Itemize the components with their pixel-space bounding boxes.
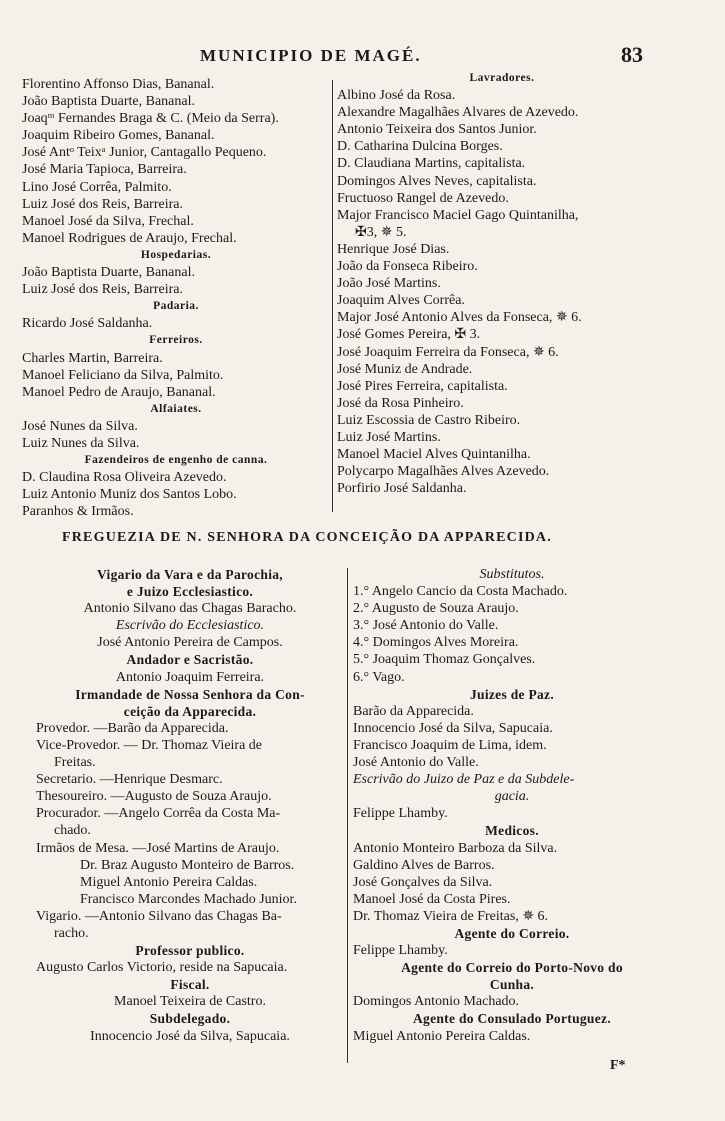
list-item: Antonio Joaquim Ferreira. — [115, 669, 265, 685]
list-item: Antonio Monteiro Barboza da Silva. — [353, 840, 558, 856]
list-item: José Antᵒ Teixᵃ Junior, Cantagallo Pequeno. — [22, 145, 267, 161]
section-title: FREGUEZIA DE N. SENHORA DA CONCEIÇÃO DA APPARECIDA. — [62, 530, 552, 545]
list-item: Antonio Teixeira dos Santos Junior. — [337, 122, 537, 138]
list-item: Irmãos de Mesa. —José Martins de Araujo. — [36, 840, 280, 856]
list-item: José Gomes Pereira, ✠ 3. — [337, 327, 481, 343]
list-heading: Andador e Sacristão. — [126, 652, 254, 668]
list-item: José Nunes da Silva. — [22, 418, 138, 434]
list-heading: Fiscal. — [170, 977, 210, 993]
signature-mark: F* — [610, 1058, 626, 1073]
list-item: 1.° Angelo Cancio da Costa Machado. — [353, 584, 568, 600]
list-item: Domingos Alves Neves, capitalista. — [337, 173, 537, 189]
list-item: José da Rosa Pinheiro. — [337, 395, 464, 411]
bottom-right-column — [353, 566, 671, 1045]
list-heading: Padaria. — [153, 300, 199, 313]
list-item: 3.° José Antonio do Valle. — [353, 618, 499, 634]
list-item: João José Martins. — [337, 276, 441, 292]
list-item: racho. — [54, 925, 89, 941]
list-heading: Professor publico. — [135, 943, 245, 959]
list-item: Luiz José dos Reis, Barreira. — [22, 282, 183, 298]
list-item: Albino José da Rosa. — [337, 88, 456, 104]
list-item: 6.° Vago. — [353, 669, 405, 685]
list-item: Antonio Silvano das Chagas Baracho. — [83, 601, 297, 617]
list-item: Manoel Teixeira de Castro. — [114, 994, 266, 1010]
list-item: Manoel José da Silva, Frechal. — [22, 213, 194, 229]
list-item: Luiz Antonio Muniz dos Santos Lobo. — [22, 487, 237, 503]
list-item: José Gonçalves da Silva. — [353, 874, 493, 890]
list-item: 5.° Joaquim Thomaz Gonçalves. — [353, 652, 536, 668]
list-item: Luiz Nunes da Silva. — [22, 435, 140, 451]
list-item: Freitas. — [54, 755, 96, 771]
list-item: Substitutos. — [479, 567, 545, 582]
list-item: Miguel Antonio Pereira Caldas. — [353, 1028, 531, 1044]
list-item: José Joaquim Ferreira da Fonseca, ✵ 6. — [337, 344, 559, 360]
list-item: Francisco Marcondes Machado Junior. — [80, 891, 297, 907]
list-item: Ricardo José Saldanha. — [22, 316, 153, 332]
list-heading: e Juizo Ecclesiastico. — [126, 584, 254, 600]
list-heading: Subdelegado. — [149, 1011, 231, 1027]
list-item: Dr. Thomaz Vieira de Freitas, ✵ 6. — [353, 908, 549, 924]
list-item: Henrique José Dias. — [337, 241, 450, 257]
list-item: Thesoureiro. —Augusto de Souza Araujo. — [36, 789, 272, 805]
list-item: Major Francisco Maciel Gago Quintanilha, — [337, 207, 579, 223]
list-item: Vigario. —Antonio Silvano das Chagas Ba- — [36, 908, 282, 924]
list-item: Procurador. —Angelo Corrêa da Costa Ma- — [36, 806, 281, 822]
list-item: D. Claudiana Martins, capitalista. — [337, 156, 526, 172]
list-heading: Juizes de Paz. — [469, 686, 555, 702]
list-item: Luiz Escossia de Castro Ribeiro. — [337, 412, 521, 428]
list-item: Provedor. —Barão da Apparecida. — [36, 720, 229, 736]
list-item: Felippe Lhamby. — [353, 943, 448, 959]
list-item: Porfirio José Saldanha. — [337, 481, 467, 497]
list-item: Domingos Antonio Machado. — [353, 994, 520, 1010]
list-item: José Pires Ferreira, capitalista. — [337, 378, 508, 394]
bottom-left-column — [36, 566, 344, 1045]
page-number: 83 — [621, 42, 643, 67]
list-item: José Antonio do Valle. — [353, 755, 479, 771]
list-item: Innocencio José da Silva, Sapucaia. — [90, 1028, 290, 1044]
list-item: Galdino Alves de Barros. — [353, 857, 495, 873]
list-item: Major José Antonio Alves da Fonseca, ✵ 6. — [337, 310, 582, 326]
list-heading: Alfaiates. — [150, 402, 202, 415]
list-item: Secretario. —Henrique Desmarc. — [36, 772, 223, 788]
top-right-column — [337, 70, 667, 497]
list-item: Alexandre Magalhães Alvares de Azevedo. — [337, 105, 579, 121]
list-item: Felippe Lhamby. — [353, 806, 448, 822]
list-item: Polycarpo Magalhães Alves Azevedo. — [337, 464, 550, 480]
list-item: Innocencio José da Silva, Sapucaia. — [353, 720, 553, 736]
list-item: Joaquim Alves Corrêa. — [337, 293, 465, 309]
list-item: Charles Martin, Barreira. — [22, 350, 163, 366]
list-item: Escrivão do Juizo de Paz e da Subdele- — [353, 772, 575, 788]
bottom-column-divider — [347, 568, 348, 1063]
list-item: Fructuoso Rangel de Azevedo. — [337, 190, 509, 206]
list-heading: Medicos. — [485, 823, 539, 839]
list-item: João Baptista Duarte, Bananal. — [22, 265, 196, 281]
list-item: Joaqᵐ Fernandes Braga & C. (Meio da Serra). — [22, 111, 279, 127]
list-item: João da Fonseca Ribeiro. — [337, 259, 478, 275]
list-heading: Agente do Correio. — [454, 925, 570, 941]
list-heading: ceição da Apparecida. — [123, 703, 257, 719]
list-item: D. Claudina Rosa Oliveira Azevedo. — [22, 470, 227, 486]
list-item: Manoel Maciel Alves Quintanilha. — [337, 447, 531, 463]
list-item: Vice-Provedor. — Dr. Thomaz Vieira de — [36, 737, 263, 753]
list-item: Manoel Rodrigues de Araujo, Frechal. — [22, 230, 237, 246]
list-item: 4.° Domingos Alves Moreira. — [353, 635, 519, 651]
list-item: Miguel Antonio Pereira Caldas. — [80, 874, 258, 890]
list-item: José Antonio Pereira de Campos. — [97, 635, 283, 651]
list-item: João Baptista Duarte, Bananal. — [22, 94, 196, 110]
list-item: Dr. Braz Augusto Monteiro de Barros. — [80, 857, 295, 873]
list-item: ✠3, ✵ 5. — [355, 224, 407, 240]
list-heading: Agente do Correio do Porto-Novo do — [401, 960, 623, 976]
list-item: Augusto Carlos Victorio, reside na Sapucaia. — [36, 960, 288, 976]
list-heading: Cunha. — [489, 977, 535, 993]
list-item: Joaquim Ribeiro Gomes, Bananal. — [22, 128, 215, 144]
list-item: Manoel Pedro de Araujo, Bananal. — [22, 384, 216, 400]
list-item: Francisco Joaquim de Lima, idem. — [353, 737, 547, 753]
list-item: Luiz José Martins. — [337, 429, 441, 445]
page-title: MUNICIPIO DE MAGÉ. — [200, 46, 422, 65]
list-item: Luiz José dos Reis, Barreira. — [22, 196, 183, 212]
list-item: Barão da Apparecida. — [353, 703, 474, 719]
list-heading: Vigario da Vara e da Parochia, — [96, 567, 283, 582]
page-header — [0, 42, 725, 70]
list-item: Lino José Corrêa, Palmito. — [22, 179, 172, 195]
list-item: Escrivão do Ecclesiastico. — [115, 618, 265, 634]
list-heading: Irmandade de Nossa Senhora da Con- — [75, 686, 305, 702]
list-item: José Muniz de Andrade. — [337, 361, 473, 377]
top-left-column — [22, 76, 330, 520]
top-column-divider — [332, 80, 333, 512]
list-heading: Ferreiros. — [149, 334, 203, 347]
list-item: José Maria Tapioca, Barreira. — [22, 162, 187, 178]
list-heading: Fazendeiros de engenho de canna. — [84, 454, 268, 467]
list-item: Manoel Feliciano da Silva, Palmito. — [22, 367, 224, 383]
list-heading: Hospedarias. — [140, 248, 212, 261]
list-item: 2.° Augusto de Souza Araujo. — [353, 601, 519, 617]
list-item: gacia. — [494, 789, 530, 805]
list-item: Manoel José da Costa Pires. — [353, 891, 511, 907]
list-item: Florentino Affonso Dias, Bananal. — [22, 77, 215, 92]
list-item: D. Catharina Dulcina Borges. — [337, 139, 503, 155]
list-item: chado. — [54, 823, 91, 839]
list-heading: Lavradores. — [469, 72, 535, 84]
list-item: Paranhos & Irmãos. — [22, 504, 134, 520]
list-heading: Agente do Consulado Portuguez. — [412, 1011, 611, 1027]
